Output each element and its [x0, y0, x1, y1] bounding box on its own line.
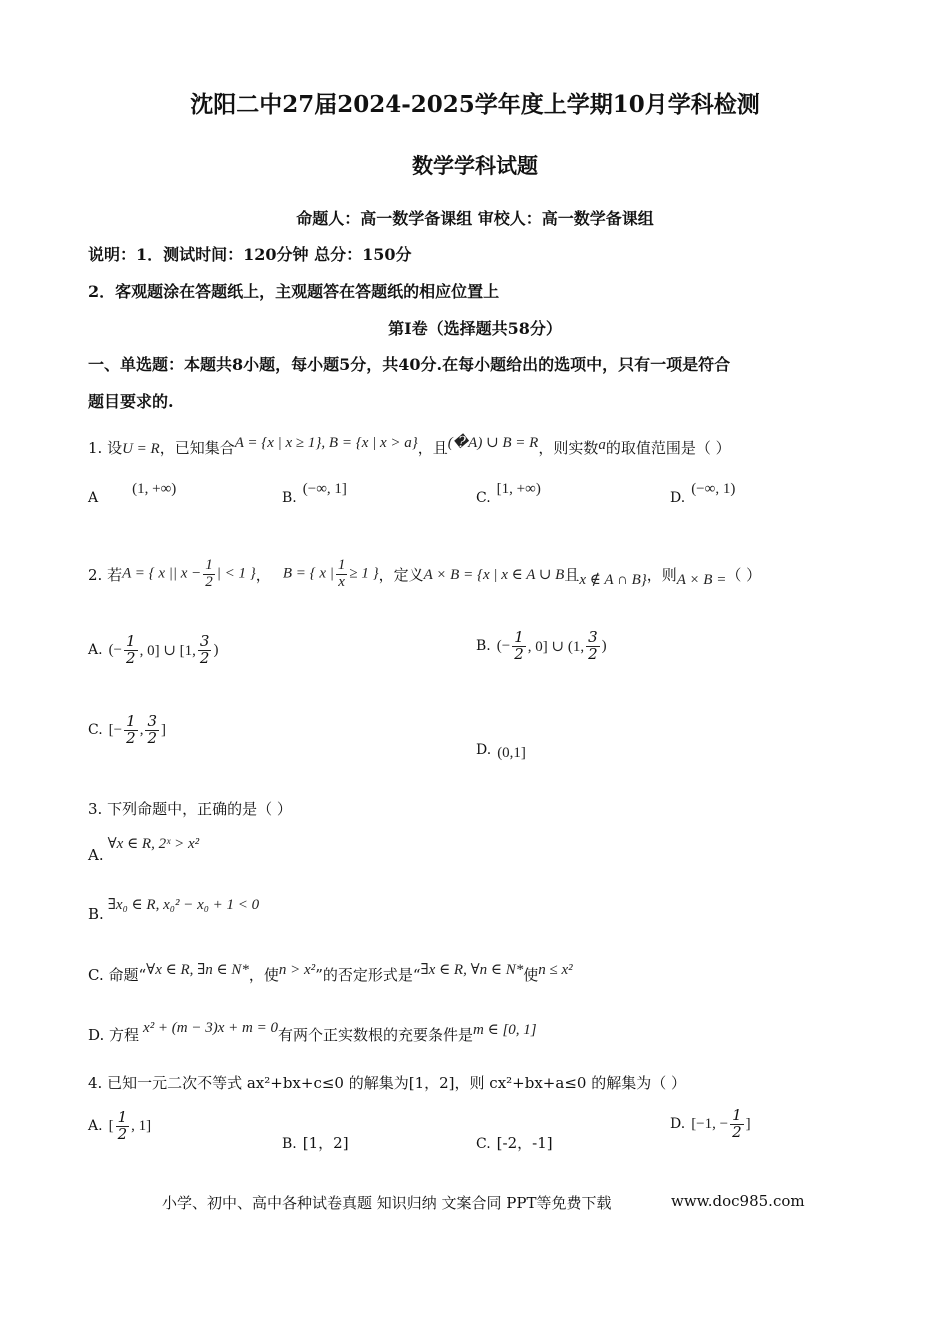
q1-text-d: ，且: [417, 439, 448, 457]
q2-set-a-post: | < 1 }: [216, 565, 256, 582]
q2-set-b-pre: B = { x |: [282, 565, 334, 582]
q2-option-b[interactable]: [476, 630, 607, 663]
q2-set-a-pre: A = { x || x −: [122, 565, 202, 582]
option-label: A.: [88, 846, 104, 864]
option-label: D. 方程: [88, 1026, 140, 1044]
exam-title: 沈阳二中27届2024-2025学年度上学期10月学科检测: [190, 91, 760, 118]
option-pre: (−: [108, 641, 123, 658]
option-label: C.: [476, 1136, 491, 1152]
question-2-stem: [88, 548, 761, 600]
q2-option-a[interactable]: [88, 634, 218, 667]
option-text-3: 使: [523, 966, 539, 984]
option-fraction-1: [124, 634, 138, 667]
option-label: D.: [670, 1116, 686, 1133]
option-pre: [−1, −: [691, 1115, 729, 1132]
option-label: D.: [476, 742, 492, 758]
option-mid: , 0] ∪ [1,: [139, 642, 196, 659]
q1-text-f: ，则实数: [538, 439, 599, 457]
q2-def-math2: x ∉ A ∩ B}: [579, 571, 647, 588]
q2-separator: ，: [255, 565, 271, 584]
option-math-2: n > x²: [278, 962, 316, 978]
q1-variable: a: [598, 437, 606, 453]
option-math-1: ∀x ∈ R, ∃n ∈ N*: [146, 962, 249, 978]
q2-def-mid: 且: [564, 565, 580, 584]
instructions-1: 说明：1．测试时间：120分钟 总分：150分: [88, 245, 412, 264]
exam-subtitle: 数学学科试题: [412, 153, 538, 178]
frac-denominator: x: [338, 573, 345, 590]
question-4-stem: 4. 已知一元二次不等式 ax²+bx+c≤0 的解集为[1，2]，则 cx²+bx+a≤0 的解集为（ ）: [88, 1074, 686, 1092]
q1-text-b: ，已知集合: [159, 439, 235, 457]
option-fraction-1: [124, 714, 138, 747]
option-fraction-1: [512, 630, 526, 663]
option-value: (0,1]: [497, 745, 526, 761]
option-math-1: x² + (m − 3)x + m = 0: [143, 1020, 278, 1036]
q2-option-c[interactable]: [88, 714, 166, 747]
frac-denominator: 2: [147, 728, 157, 747]
q1-universe: U = R: [122, 441, 160, 457]
option-label: B.: [282, 1136, 297, 1152]
option-pre: (−: [496, 637, 511, 654]
q4-option-b[interactable]: [282, 1132, 349, 1153]
option-pre: [: [108, 1117, 114, 1134]
option-mid: ,: [139, 721, 144, 738]
q2-option-d[interactable]: [476, 740, 526, 759]
option-post: ): [601, 637, 607, 654]
q1-option-b[interactable]: B.(−∞, 1]: [282, 481, 347, 506]
q2-ask: A × B =: [676, 571, 727, 588]
option-fraction-2: [198, 634, 212, 667]
q1-sets: A = {x | x ≥ 1}, B = {x | x > a}: [234, 435, 418, 451]
q3-option-b[interactable]: [88, 897, 260, 924]
q4-option-d[interactable]: [670, 1108, 751, 1141]
q2-set-a: [122, 558, 256, 591]
q1-option-c[interactable]: C.[1, +∞): [476, 481, 541, 506]
part-title-continued: 题目要求的.: [88, 392, 174, 411]
q1-condition: (�A) ∪ B = R: [447, 435, 539, 451]
option-fraction: [116, 1110, 130, 1143]
frac-denominator: 2: [732, 1122, 742, 1141]
q2-prefix: 2. 若: [88, 565, 123, 584]
option-label: B.: [88, 905, 104, 923]
frac-numerator: 1: [514, 628, 524, 646]
option-label: A.: [88, 1118, 103, 1135]
frac-numerator: 3: [147, 712, 157, 730]
frac-numerator: 1: [732, 1106, 742, 1124]
frac-denominator: 2: [199, 648, 210, 667]
frac-numerator: 1: [126, 712, 136, 730]
option-fraction-2: [586, 630, 600, 663]
frac-numerator: 1: [205, 556, 213, 573]
option-value: [1，2]: [302, 1134, 349, 1152]
option-value: [-2，-1]: [496, 1134, 553, 1152]
option-post: ): [213, 641, 219, 658]
q4-option-c[interactable]: [476, 1132, 553, 1153]
authors-line: 命题人：高一数学备课组 审校人：高一数学备课组: [296, 209, 654, 228]
option-math: ∀x ∈ R, 2ˣ > x²: [107, 836, 200, 852]
section-heading: 第Ⅰ卷（选择题共58分）: [388, 319, 562, 338]
frac-numerator: 1: [117, 1108, 128, 1126]
q3-option-d[interactable]: [88, 1020, 537, 1045]
q4-option-a[interactable]: [88, 1110, 151, 1143]
question-1-stem: [88, 437, 731, 458]
option-math: ∃x₀ ∈ R, x₀² − x₀ + 1 < 0: [107, 897, 260, 913]
frac-numerator: 3: [199, 632, 210, 650]
frac-denominator: 2: [205, 573, 213, 590]
q1-text-h: 的取值范围是（ ）: [605, 439, 731, 457]
frac-numerator: 1: [126, 632, 136, 650]
option-label: B.: [476, 638, 491, 655]
q2-paren: （ ）: [726, 565, 762, 584]
option-fraction-2: [145, 714, 159, 747]
option-post: ]: [745, 1115, 751, 1132]
q3-option-a[interactable]: [88, 836, 200, 865]
q1-option-a[interactable]: A(1, +∞): [88, 481, 177, 506]
frac-denominator: 2: [126, 648, 136, 667]
option-label: C. 命题“: [88, 966, 147, 984]
frac-numerator: 3: [588, 628, 598, 646]
option-fraction: [730, 1108, 744, 1141]
footer-text: 小学、初中、高中各种试卷真题 知识归纳 文案合同 PPT等免费下载: [162, 1194, 612, 1212]
q2-def-pre: ，定义: [378, 565, 424, 584]
option-mid: , 0] ∪ (1,: [527, 638, 585, 655]
frac-denominator: 2: [588, 644, 598, 663]
q1-prefix: 1. 设: [88, 439, 123, 457]
q1-option-d[interactable]: D.(−∞, 1): [670, 481, 736, 506]
q2-set-b-post: ≥ 1 }: [349, 565, 379, 582]
option-text-2: ”的否定形式是“: [315, 966, 421, 984]
option-label: A.: [88, 642, 103, 659]
option-label: C.: [88, 722, 103, 739]
q2-reciprocal-fraction: [336, 558, 348, 591]
option-text-1: ，使: [248, 966, 279, 984]
footer-url[interactable]: www.doc985.com: [671, 1192, 805, 1210]
frac-numerator: 1: [337, 556, 346, 573]
option-text-1: 有两个正实数根的充要条件是: [278, 1026, 474, 1044]
q2-half-fraction: [203, 558, 215, 591]
instructions-2: 2．客观题涂在答题纸上，主观题答在答题纸的相应位置上: [88, 282, 500, 301]
option-post: ]: [160, 721, 166, 738]
part-title: 一、单选题：本题共8小题，每小题5分，共40分.在每小题给出的选项中，只有一项是符合: [88, 355, 731, 374]
option-post: , 1]: [131, 1117, 152, 1134]
question-3-stem: 3. 下列命题中，正确的是（ ）: [88, 800, 292, 818]
option-pre: [−: [108, 721, 123, 738]
option-math-4: n ≤ x²: [538, 962, 573, 978]
frac-denominator: 2: [117, 1124, 128, 1143]
option-math-3: ∃x ∈ R, ∀n ∈ N*: [420, 962, 524, 978]
q2-set-b: [283, 558, 379, 591]
frac-denominator: 2: [126, 728, 136, 747]
q2-def-end: ，则: [646, 565, 677, 584]
frac-denominator: 2: [514, 644, 524, 663]
option-math-2: m ∈ [0, 1]: [473, 1022, 537, 1038]
q2-def-math: A × B = {x | x ∈ A ∪ B: [423, 566, 565, 583]
q3-option-c[interactable]: [88, 964, 573, 985]
